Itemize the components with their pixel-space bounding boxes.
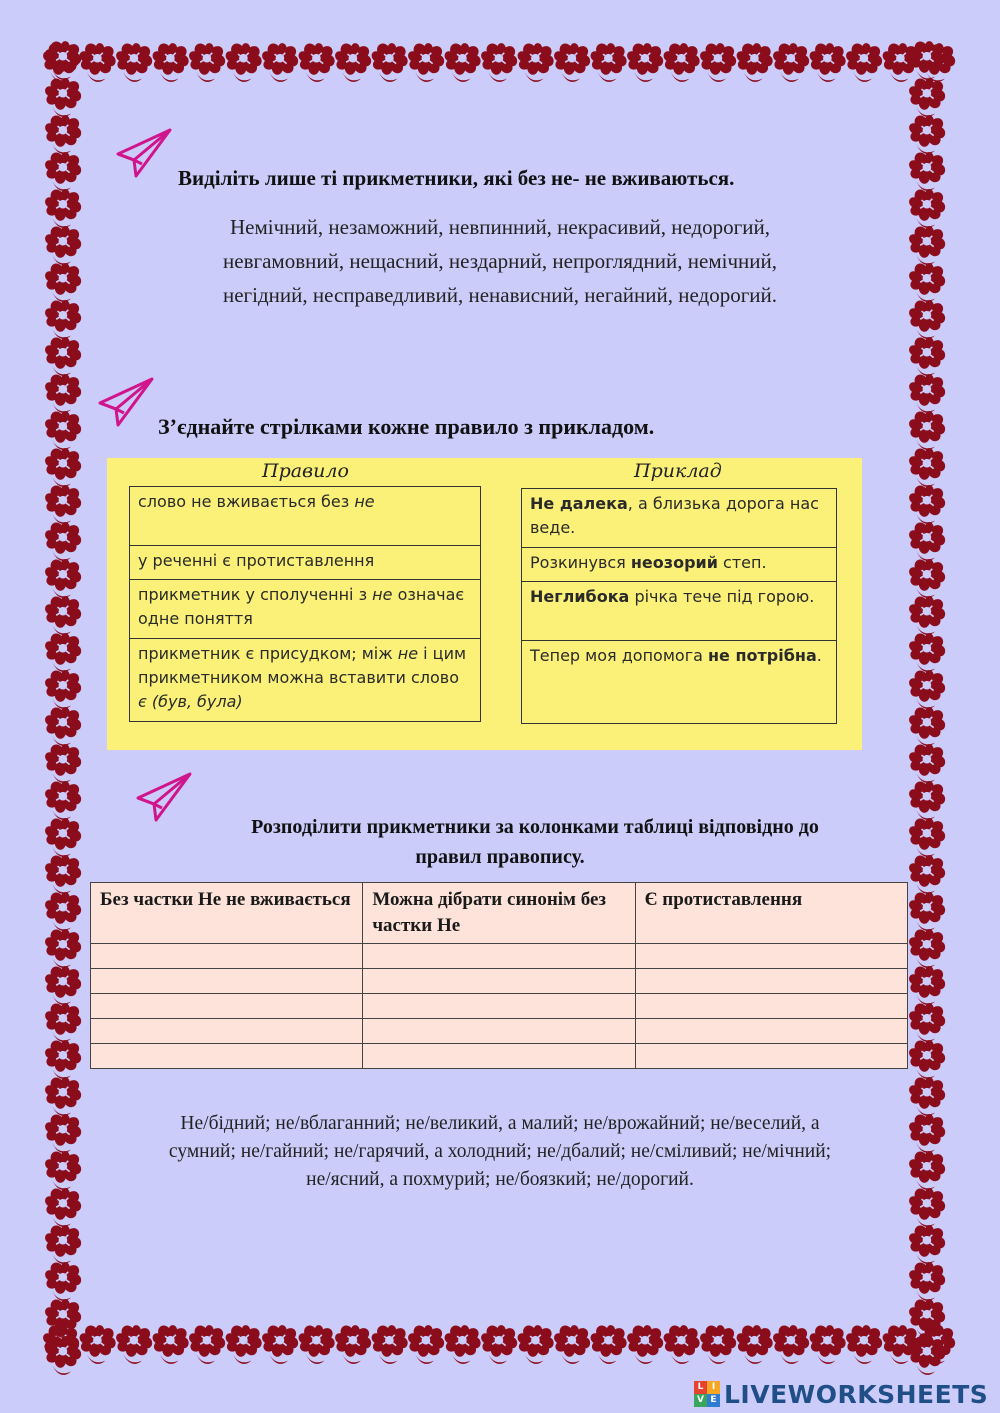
flower-ornament <box>189 1325 225 1364</box>
flower-ornament <box>45 448 81 487</box>
flower-ornament <box>226 1325 262 1364</box>
flower-ornament <box>909 300 945 339</box>
flower-ornament <box>773 1325 809 1364</box>
flower-ornament <box>45 1225 81 1264</box>
answer-cell[interactable] <box>635 944 907 969</box>
answer-cell[interactable] <box>635 994 907 1019</box>
flower-ornament <box>846 1325 882 1364</box>
flower-ornament <box>45 1003 81 1042</box>
flower-ornament <box>80 43 116 82</box>
flower-ornament <box>909 1077 945 1116</box>
task1-title: Виділіть лише ті прикметники, які без не- не вживаються. <box>178 166 735 190</box>
answer-cell[interactable] <box>91 994 363 1019</box>
flower-ornament <box>335 43 371 82</box>
flower-ornament <box>810 1325 846 1364</box>
flower-ornament <box>909 41 945 80</box>
flower-ornament <box>116 1325 152 1364</box>
flower-ornament <box>737 43 773 82</box>
flower-ornament <box>591 43 627 82</box>
flower-ornament <box>909 448 945 487</box>
rule-item[interactable]: прикметник є присудком; між не і цим прикметником можна вставити слово є (був, була) <box>130 639 481 722</box>
answer-cell[interactable] <box>91 1019 363 1044</box>
flower-ornament <box>909 1299 945 1338</box>
flower-ornament <box>919 1325 955 1364</box>
flower-ornament <box>909 1151 945 1190</box>
flower-ornament <box>909 485 945 524</box>
flower-ornament <box>909 929 945 968</box>
column-header: Можна дібрати синонім без частки Не <box>363 883 635 944</box>
examples-column-header: Приклад <box>634 460 722 482</box>
answer-cell[interactable] <box>91 944 363 969</box>
answer-cell[interactable] <box>363 994 635 1019</box>
paper-plane-icon <box>114 128 174 180</box>
flower-ornament <box>909 1040 945 1079</box>
flower-ornament <box>445 43 481 82</box>
flower-ornament <box>45 374 81 413</box>
rules-matching-panel <box>107 458 862 750</box>
flower-ornament <box>554 43 590 82</box>
flower-ornament <box>408 43 444 82</box>
flower-ornament <box>909 226 945 265</box>
flower-ornament <box>45 337 81 376</box>
flower-ornament <box>45 1114 81 1153</box>
task1-words-line: негідний, несправедливий, ненависний, негайний, недорогий. <box>222 283 778 307</box>
example-item[interactable]: Не далека, а близька дорога нас веде. <box>522 489 837 548</box>
flower-ornament <box>909 411 945 450</box>
task1-words-line: невгамовний, нещасний, нездарний, непроглядний, немічний, <box>223 249 777 273</box>
answer-cell[interactable] <box>635 1044 907 1069</box>
flower-ornament <box>45 1262 81 1301</box>
flower-ornament <box>627 1325 663 1364</box>
task3-words-line: Не/бідний; не/вблаганний; не/великий, а малий; не/врожайний; не/веселий, а <box>180 1113 820 1134</box>
flower-ornament <box>45 892 81 931</box>
flower-ornament <box>445 1325 481 1364</box>
flower-ornament <box>481 43 517 82</box>
flower-ornament <box>45 263 81 302</box>
flower-ornament <box>909 559 945 598</box>
flower-ornament <box>45 781 81 820</box>
flower-ornament <box>408 1325 444 1364</box>
examples-table <box>521 488 837 724</box>
flower-ornament <box>909 670 945 709</box>
rules-column-header: Правило <box>262 460 349 482</box>
flower-ornament <box>45 41 81 80</box>
flower-ornament <box>45 818 81 857</box>
liveworksheets-logo-icon: L I V E <box>694 1381 720 1407</box>
example-item[interactable]: Тепер моя допомога не потрібна. <box>522 641 837 724</box>
flower-ornament <box>262 1325 298 1364</box>
flower-ornament <box>45 559 81 598</box>
flower-ornament <box>372 1325 408 1364</box>
flower-ornament <box>335 1325 371 1364</box>
flower-ornament <box>45 485 81 524</box>
task2-title: З’єднайте стрілками кожне правило з прикладом. <box>158 414 655 439</box>
paper-plane-icon <box>96 377 156 429</box>
flower-ornament <box>45 596 81 635</box>
table-row <box>91 1019 908 1044</box>
flower-ornament <box>80 1325 116 1364</box>
flower-ornament <box>909 1114 945 1153</box>
flower-ornament <box>45 189 81 228</box>
flower-ornament <box>481 1325 517 1364</box>
flower-ornament <box>153 43 189 82</box>
rule-item[interactable]: у реченні є протиставлення <box>130 546 481 580</box>
flower-ornament <box>45 1336 81 1375</box>
flower-ornament <box>45 1077 81 1116</box>
flower-ornament <box>909 1188 945 1227</box>
flower-ornament <box>189 43 225 82</box>
flower-ornament <box>700 43 736 82</box>
flower-ornament <box>153 1325 189 1364</box>
flower-ornament <box>909 818 945 857</box>
task3-title-line: правил правопису. <box>415 846 585 868</box>
table-row <box>91 1044 908 1069</box>
answer-cell[interactable] <box>363 944 635 969</box>
liveworksheets-logo-text: LIVEWORKSHEETS <box>724 1379 989 1409</box>
flower-ornament <box>226 43 262 82</box>
task3-title <box>130 812 870 872</box>
flower-ornament <box>909 1262 945 1301</box>
rule-item[interactable]: прикметник у сполученні з не означає одне поняття <box>130 580 481 639</box>
flower-ornament <box>591 1325 627 1364</box>
flower-ornament <box>909 596 945 635</box>
task1-word-list <box>120 210 880 312</box>
flower-ornament <box>518 1325 554 1364</box>
flower-ornament <box>45 300 81 339</box>
flower-ornament <box>909 744 945 783</box>
flower-ornament <box>909 855 945 894</box>
task3-words-line: сумний; не/гайний; не/гарячий, а холодний; не/дбалий; не/сміливий; не/мічний; <box>168 1141 832 1162</box>
flower-ornament <box>909 781 945 820</box>
answer-cell[interactable] <box>635 1019 907 1044</box>
flower-ornament <box>45 929 81 968</box>
flower-ornament <box>45 855 81 894</box>
task1-words-line: Немічний, незаможний, невпинний, некрасивий, недорогий, <box>229 215 771 239</box>
flower-ornament <box>909 337 945 376</box>
flower-ornament <box>909 263 945 302</box>
flower-ornament <box>909 892 945 931</box>
column-header: Є протиставлення <box>635 883 907 944</box>
flower-ornament <box>299 43 335 82</box>
table-row <box>91 969 908 994</box>
flower-ornament <box>554 1325 590 1364</box>
flower-ornament <box>45 115 81 154</box>
flower-ornament <box>909 152 945 191</box>
flower-ornament <box>45 670 81 709</box>
flower-ornament <box>846 43 882 82</box>
flower-border-right <box>904 38 960 1376</box>
table-row <box>91 994 908 1019</box>
flower-ornament <box>700 1325 736 1364</box>
flower-ornament <box>45 966 81 1005</box>
flower-ornament <box>664 1325 700 1364</box>
flower-ornament <box>116 43 152 82</box>
flower-ornament <box>518 43 554 82</box>
flower-ornament <box>262 43 298 82</box>
answer-cell[interactable] <box>363 1019 635 1044</box>
flower-ornament <box>909 707 945 746</box>
flower-ornament <box>883 1325 919 1364</box>
flower-ornament <box>627 43 663 82</box>
flower-ornament <box>909 78 945 117</box>
flower-ornament <box>773 43 809 82</box>
answer-cell[interactable] <box>363 969 635 994</box>
flower-ornament <box>43 43 79 82</box>
flower-ornament <box>45 1188 81 1227</box>
sorting-table <box>90 882 908 1069</box>
answer-cell[interactable] <box>91 969 363 994</box>
flower-ornament <box>810 43 846 82</box>
flower-ornament <box>909 1336 945 1375</box>
flower-ornament <box>909 966 945 1005</box>
flower-ornament <box>883 43 919 82</box>
flower-ornament <box>43 1325 79 1364</box>
flower-ornament <box>45 744 81 783</box>
flower-ornament <box>45 522 81 561</box>
task3-words-line: не/ясний, а похмурий; не/боязкий; не/дорогий. <box>306 1169 694 1190</box>
flower-ornament <box>299 1325 335 1364</box>
liveworksheets-logo <box>694 1378 988 1410</box>
flower-ornament <box>45 411 81 450</box>
rule-item[interactable]: слово не вживається без не <box>130 487 481 546</box>
flower-ornament <box>664 43 700 82</box>
flower-ornament <box>909 1003 945 1042</box>
task3-word-list <box>95 1110 905 1194</box>
flower-border-bottom <box>40 1320 960 1376</box>
flower-ornament <box>909 522 945 561</box>
flower-ornament <box>45 1299 81 1338</box>
flower-ornament <box>909 1225 945 1264</box>
table-row <box>91 944 908 969</box>
answer-cell[interactable] <box>635 969 907 994</box>
flower-ornament <box>45 1040 81 1079</box>
rules-table <box>129 486 481 722</box>
flower-ornament <box>909 374 945 413</box>
flower-border-left <box>40 38 96 1376</box>
flower-border-top <box>40 38 960 94</box>
example-item[interactable]: Розкинувся неозорий степ. <box>522 548 837 582</box>
flower-ornament <box>909 189 945 228</box>
flower-ornament <box>737 1325 773 1364</box>
flower-ornament <box>45 707 81 746</box>
flower-ornament <box>45 78 81 117</box>
flower-ornament <box>372 43 408 82</box>
flower-ornament <box>45 1151 81 1190</box>
column-header: Без частки Не не вживається <box>91 883 363 944</box>
flower-ornament <box>45 152 81 191</box>
flower-ornament <box>45 633 81 672</box>
flower-ornament <box>909 115 945 154</box>
flower-ornament <box>909 633 945 672</box>
answer-cell[interactable] <box>91 1044 363 1069</box>
task3-title-line: Розподілити прикметники за колонками таблиці відповідно до <box>251 816 819 838</box>
flower-ornament <box>919 43 955 82</box>
flower-ornament <box>45 226 81 265</box>
answer-cell[interactable] <box>363 1044 635 1069</box>
example-item[interactable]: Неглибока річка тече під горою. <box>522 582 837 641</box>
